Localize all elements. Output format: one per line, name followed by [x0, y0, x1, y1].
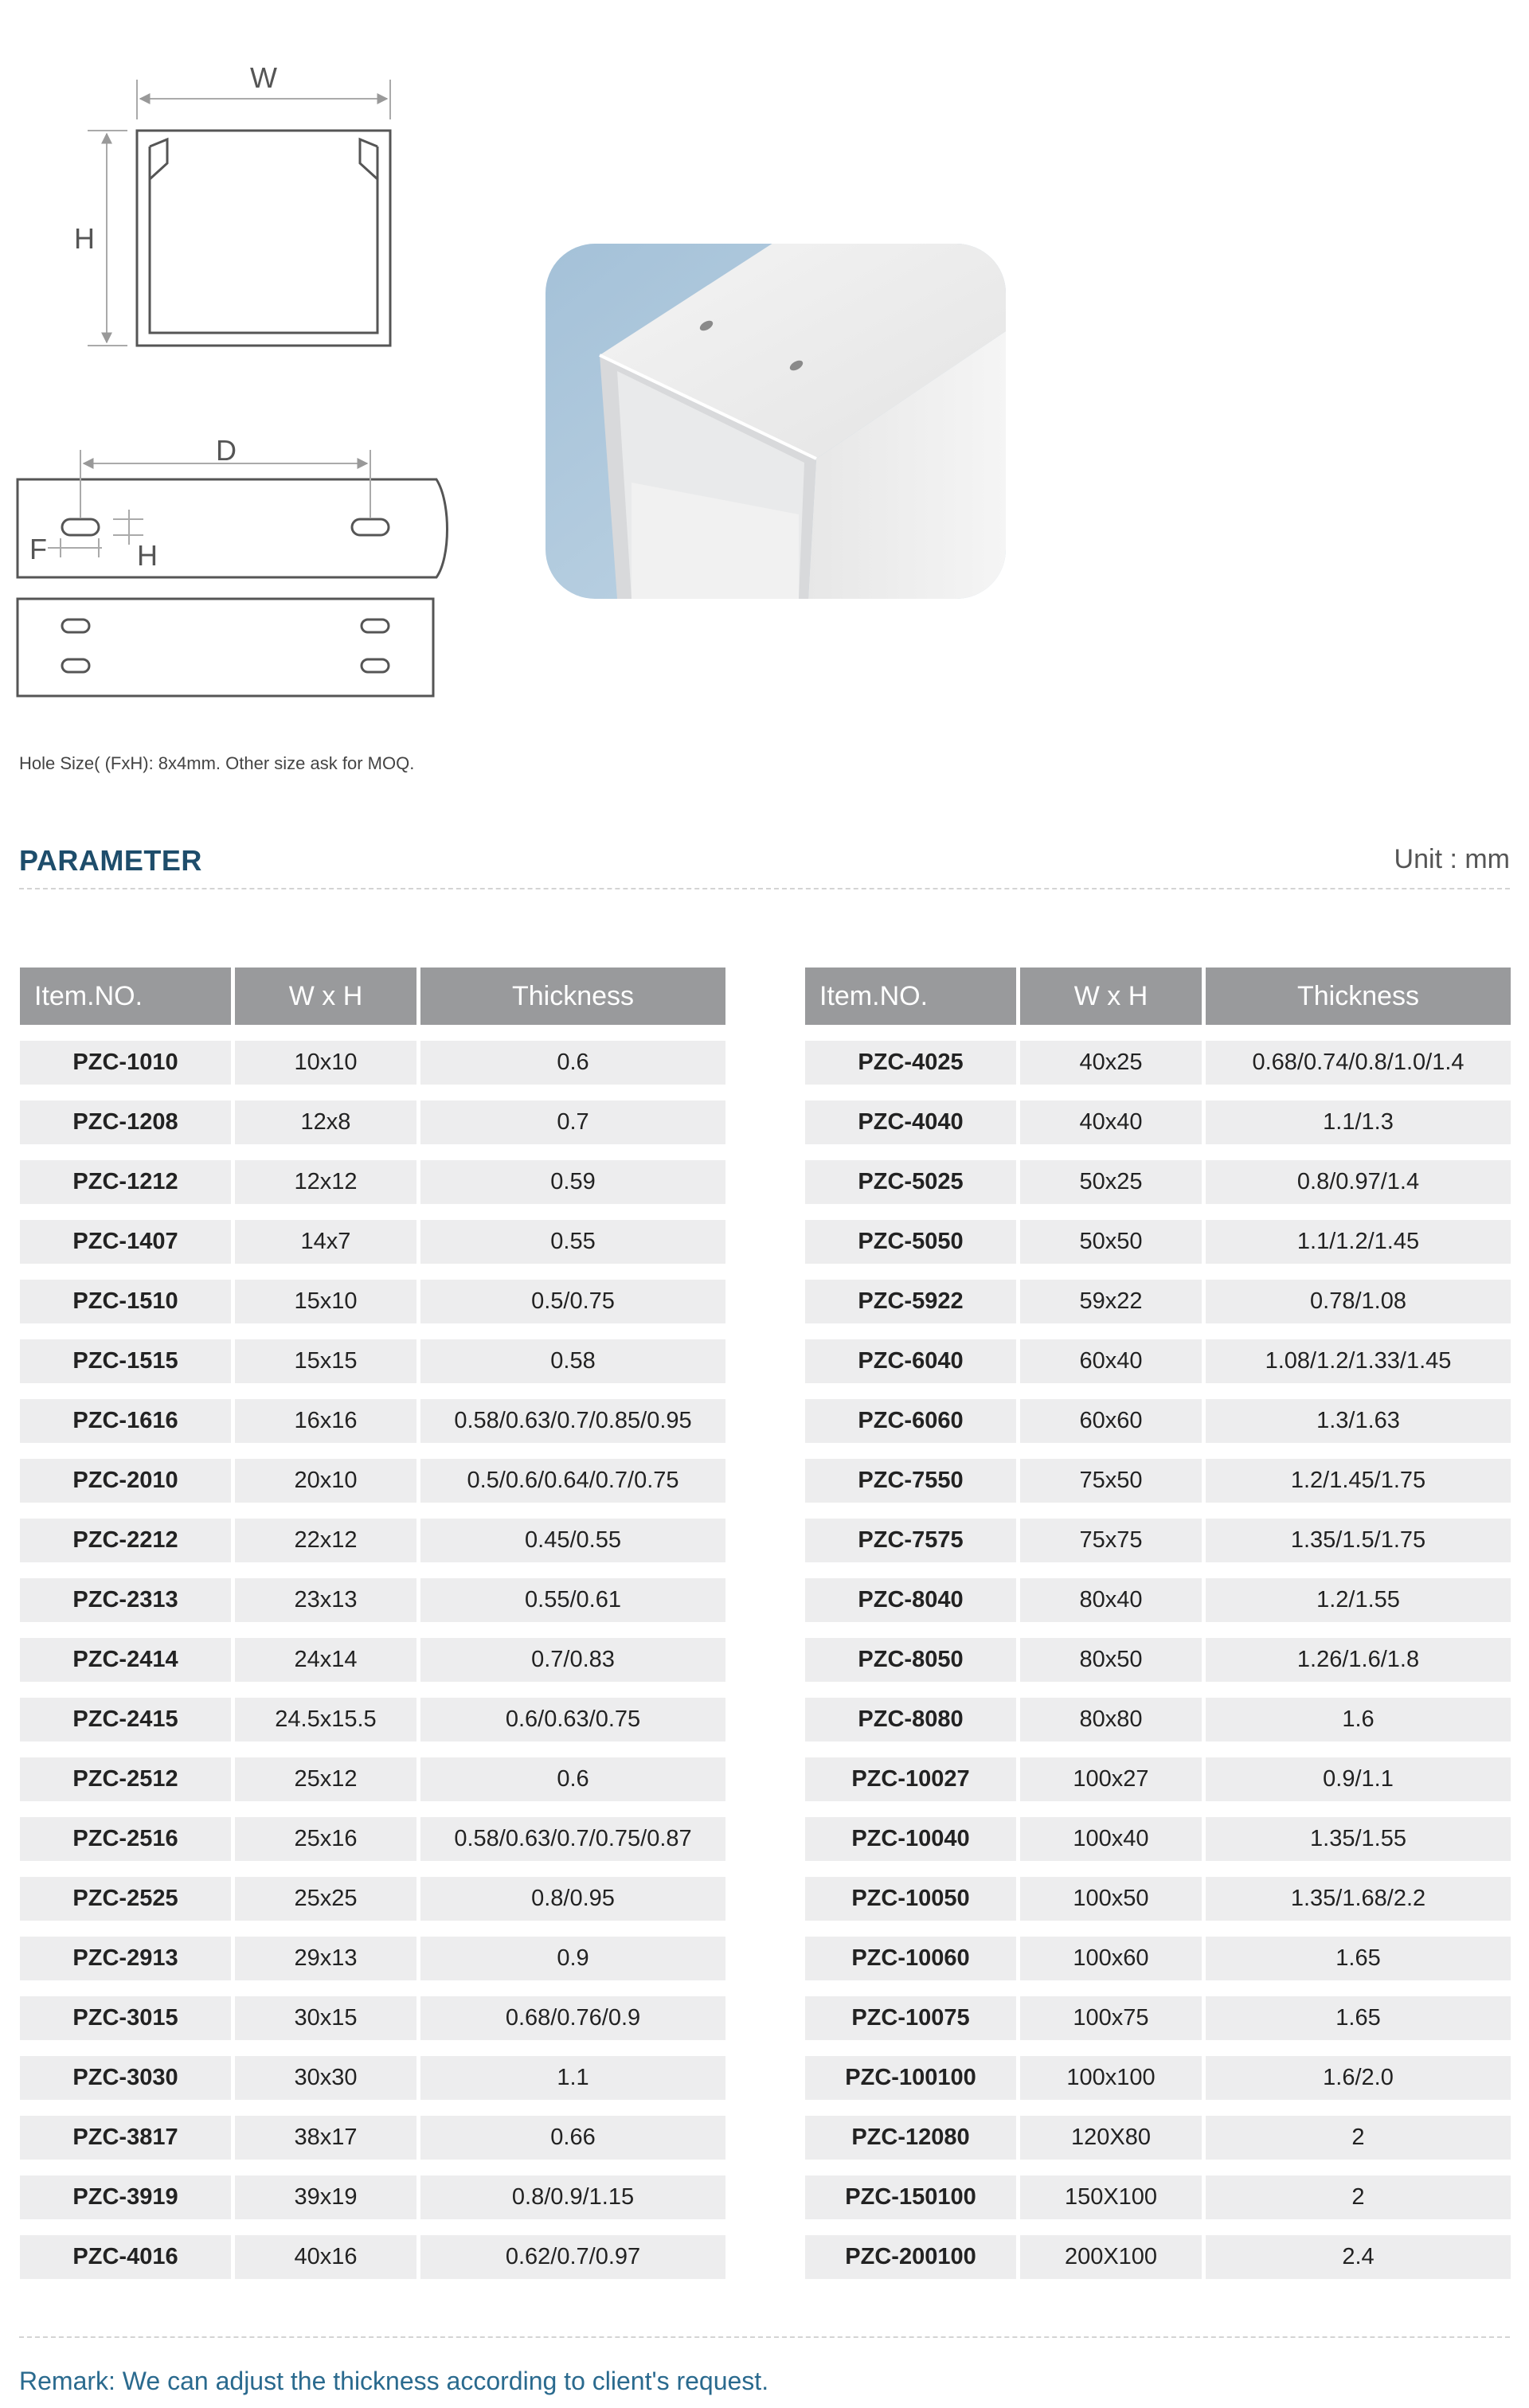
size-cell: 80x50	[1020, 1638, 1202, 1682]
table-row	[20, 1638, 725, 1682]
section-title: PARAMETER	[19, 844, 202, 877]
item-no-cell: PZC-5025	[805, 1160, 1016, 1204]
item-no-cell: PZC-5050	[805, 1220, 1016, 1264]
table-row	[20, 1698, 725, 1742]
thickness-cell: 1.3/1.63	[1206, 1399, 1511, 1443]
item-no-cell: PZC-3817	[20, 2116, 231, 2160]
table-row	[20, 1220, 725, 1264]
thickness-cell: 1.35/1.55	[1206, 1817, 1511, 1861]
item-no-cell: PZC-1616	[20, 1399, 231, 1443]
thickness-cell: 1.35/1.5/1.75	[1206, 1519, 1511, 1562]
size-cell: 24x14	[235, 1638, 416, 1682]
table-row	[20, 1399, 725, 1443]
size-cell: 150X100	[1020, 2175, 1202, 2219]
table-row	[20, 1996, 725, 2040]
table-row	[805, 1459, 1511, 1503]
table-row	[805, 1100, 1511, 1144]
item-no-cell: PZC-4040	[805, 1100, 1016, 1144]
size-cell: 15x15	[235, 1339, 416, 1383]
table-row	[20, 1937, 725, 1980]
thickness-cell: 0.55	[420, 1220, 725, 1264]
table-row	[805, 1160, 1511, 1204]
thickness-cell: 0.59	[420, 1160, 725, 1204]
header-item-no: Item.NO.	[20, 968, 231, 1025]
item-no-cell: PZC-8080	[805, 1698, 1016, 1742]
table-row	[20, 2235, 725, 2279]
item-no-cell: PZC-6040	[805, 1339, 1016, 1383]
size-cell: 120X80	[1020, 2116, 1202, 2160]
thickness-cell: 2	[1206, 2116, 1511, 2160]
header-wxh: W x H	[235, 968, 416, 1025]
item-no-cell: PZC-8040	[805, 1578, 1016, 1622]
thickness-cell: 0.58	[420, 1339, 725, 1383]
size-cell: 14x7	[235, 1220, 416, 1264]
table-row	[805, 1877, 1511, 1921]
size-cell: 60x40	[1020, 1339, 1202, 1383]
size-cell: 75x75	[1020, 1519, 1202, 1562]
thickness-cell: 1.1/1.3	[1206, 1100, 1511, 1144]
thickness-cell: 0.68/0.74/0.8/1.0/1.4	[1206, 1041, 1511, 1085]
item-no-cell: PZC-4016	[20, 2235, 231, 2279]
size-cell: 12x12	[235, 1160, 416, 1204]
size-cell: 30x15	[235, 1996, 416, 2040]
size-cell: 59x22	[1020, 1280, 1202, 1323]
thickness-cell: 1.26/1.6/1.8	[1206, 1638, 1511, 1682]
size-cell: 10x10	[235, 1041, 416, 1085]
table-row	[805, 1757, 1511, 1801]
table-row	[20, 1578, 725, 1622]
size-cell: 15x10	[235, 1280, 416, 1323]
thickness-cell: 0.8/0.97/1.4	[1206, 1160, 1511, 1204]
thickness-cell: 0.9/1.1	[1206, 1757, 1511, 1801]
size-cell: 100x100	[1020, 2056, 1202, 2100]
item-no-cell: PZC-8050	[805, 1638, 1016, 1682]
size-cell: 40x16	[235, 2235, 416, 2279]
size-cell: 100x27	[1020, 1757, 1202, 1801]
table-row	[20, 1817, 725, 1861]
item-no-cell: PZC-2212	[20, 1519, 231, 1562]
item-no-cell: PZC-2415	[20, 1698, 231, 1742]
table-row	[20, 1519, 725, 1562]
thickness-cell: 0.55/0.61	[420, 1578, 725, 1622]
item-no-cell: PZC-3015	[20, 1996, 231, 2040]
thickness-cell: 0.7	[420, 1100, 725, 1144]
thickness-cell: 2.4	[1206, 2235, 1511, 2279]
table-row	[20, 2116, 725, 2160]
size-cell: 50x50	[1020, 1220, 1202, 1264]
hole-height-label: H	[137, 539, 158, 572]
thickness-cell: 0.5/0.6/0.64/0.7/0.75	[420, 1459, 725, 1503]
thickness-cell: 1.65	[1206, 1996, 1511, 2040]
height-label: H	[74, 222, 95, 255]
table-row	[805, 1578, 1511, 1622]
thickness-cell: 0.66	[420, 2116, 725, 2160]
product-photo	[546, 244, 1006, 599]
item-no-cell: PZC-6060	[805, 1399, 1016, 1443]
header-thickness: Thickness	[420, 968, 725, 1025]
thickness-cell: 0.58/0.63/0.7/0.85/0.95	[420, 1399, 725, 1443]
table-row	[805, 1339, 1511, 1383]
item-no-cell: PZC-10050	[805, 1877, 1016, 1921]
table-row	[20, 2056, 725, 2100]
item-no-cell: PZC-3919	[20, 2175, 231, 2219]
table-row	[20, 1339, 725, 1383]
item-no-cell: PZC-10040	[805, 1817, 1016, 1861]
width-label: W	[250, 61, 277, 94]
table-row	[805, 2056, 1511, 2100]
item-no-cell: PZC-7575	[805, 1519, 1016, 1562]
item-no-cell: PZC-4025	[805, 1041, 1016, 1085]
thickness-cell: 2	[1206, 2175, 1511, 2219]
header-item-no: Item.NO.	[805, 968, 1016, 1025]
item-no-cell: PZC-1212	[20, 1160, 231, 1204]
item-no-cell: PZC-7550	[805, 1459, 1016, 1503]
table-row	[20, 1757, 725, 1801]
table-row	[805, 1638, 1511, 1682]
thickness-cell: 0.45/0.55	[420, 1519, 725, 1562]
header-wxh: W x H	[1020, 968, 1202, 1025]
thickness-cell: 0.6	[420, 1041, 725, 1085]
size-cell: 100x60	[1020, 1937, 1202, 1980]
thickness-cell: 0.5/0.75	[420, 1280, 725, 1323]
bottom-view-drawing	[18, 599, 433, 696]
table-row	[805, 2116, 1511, 2160]
table-row	[805, 2175, 1511, 2219]
thickness-cell: 1.2/1.45/1.75	[1206, 1459, 1511, 1503]
size-cell: 25x25	[235, 1877, 416, 1921]
size-cell: 29x13	[235, 1937, 416, 1980]
size-cell: 20x10	[235, 1459, 416, 1503]
item-no-cell: PZC-1208	[20, 1100, 231, 1144]
thickness-cell: 1.65	[1206, 1937, 1511, 1980]
thickness-cell: 0.6/0.63/0.75	[420, 1698, 725, 1742]
hole-size-note: Hole Size( (FxH): 8x4mm. Other size ask for MOQ.	[19, 753, 415, 773]
item-no-cell: PZC-2516	[20, 1817, 231, 1861]
item-no-cell: PZC-2512	[20, 1757, 231, 1801]
table-row	[20, 2175, 725, 2219]
size-cell: 25x16	[235, 1817, 416, 1861]
thickness-cell: 1.1/1.2/1.45	[1206, 1220, 1511, 1264]
table-row	[805, 1996, 1511, 2040]
table-header-row	[20, 968, 725, 1025]
size-cell: 16x16	[235, 1399, 416, 1443]
size-cell: 39x19	[235, 2175, 416, 2219]
table-row	[805, 1280, 1511, 1323]
size-cell: 50x25	[1020, 1160, 1202, 1204]
table-row	[805, 1519, 1511, 1562]
thickness-cell: 1.6	[1206, 1698, 1511, 1742]
unit-label: Unit : mm	[1394, 844, 1510, 874]
item-no-cell: PZC-100100	[805, 2056, 1016, 2100]
table-row	[20, 1459, 725, 1503]
thickness-cell: 0.6	[420, 1757, 725, 1801]
item-no-cell: PZC-10027	[805, 1757, 1016, 1801]
thickness-cell: 0.58/0.63/0.7/0.75/0.87	[420, 1817, 725, 1861]
item-no-cell: PZC-3030	[20, 2056, 231, 2100]
divider	[19, 888, 1510, 889]
thickness-cell: 0.8/0.9/1.15	[420, 2175, 725, 2219]
item-no-cell: PZC-5922	[805, 1280, 1016, 1323]
thickness-cell: 1.2/1.55	[1206, 1578, 1511, 1622]
thickness-cell: 0.9	[420, 1937, 725, 1980]
size-cell: 75x50	[1020, 1459, 1202, 1503]
item-no-cell: PZC-200100	[805, 2235, 1016, 2279]
hole-distance-label: D	[216, 434, 237, 467]
remark-text: Remark: We can adjust the thickness according to client's request.	[19, 2367, 769, 2395]
cross-section-drawing	[137, 131, 390, 346]
thickness-cell: 1.6/2.0	[1206, 2056, 1511, 2100]
table-header-row	[805, 968, 1511, 1025]
size-cell: 100x75	[1020, 1996, 1202, 2040]
table-row	[805, 1220, 1511, 1264]
size-cell: 80x40	[1020, 1578, 1202, 1622]
item-no-cell: PZC-2525	[20, 1877, 231, 1921]
size-cell: 80x80	[1020, 1698, 1202, 1742]
table-body-left	[20, 1041, 725, 2279]
table-row	[805, 1937, 1511, 1980]
thickness-cell: 0.8/0.95	[420, 1877, 725, 1921]
table-row	[805, 2235, 1511, 2279]
item-no-cell: PZC-2010	[20, 1459, 231, 1503]
item-no-cell: PZC-1510	[20, 1280, 231, 1323]
size-cell: 60x60	[1020, 1399, 1202, 1443]
parameter-table-right	[801, 952, 1515, 2295]
item-no-cell: PZC-2913	[20, 1937, 231, 1980]
table-row	[20, 1041, 725, 1085]
item-no-cell: PZC-2414	[20, 1638, 231, 1682]
header-thickness: Thickness	[1206, 968, 1511, 1025]
side-view-drawing	[18, 479, 448, 577]
thickness-cell: 1.35/1.68/2.2	[1206, 1877, 1511, 1921]
size-cell: 200X100	[1020, 2235, 1202, 2279]
divider	[19, 2336, 1510, 2338]
thickness-cell: 0.7/0.83	[420, 1638, 725, 1682]
item-no-cell: PZC-1407	[20, 1220, 231, 1264]
size-cell: 30x30	[235, 2056, 416, 2100]
size-cell: 22x12	[235, 1519, 416, 1562]
size-cell: 100x40	[1020, 1817, 1202, 1861]
thickness-cell: 0.62/0.7/0.97	[420, 2235, 725, 2279]
table-row	[805, 1399, 1511, 1443]
table-body-right	[805, 1041, 1511, 2279]
item-no-cell: PZC-1515	[20, 1339, 231, 1383]
thickness-cell: 1.08/1.2/1.33/1.45	[1206, 1339, 1511, 1383]
item-no-cell: PZC-150100	[805, 2175, 1016, 2219]
item-no-cell: PZC-10060	[805, 1937, 1016, 1980]
table-row	[20, 1877, 725, 1921]
item-no-cell: PZC-12080	[805, 2116, 1016, 2160]
size-cell: 40x40	[1020, 1100, 1202, 1144]
table-row	[805, 1041, 1511, 1085]
size-cell: 12x8	[235, 1100, 416, 1144]
table-row	[20, 1160, 725, 1204]
size-cell: 100x50	[1020, 1877, 1202, 1921]
hole-length-label: F	[29, 533, 47, 565]
size-cell: 24.5x15.5	[235, 1698, 416, 1742]
size-cell: 40x25	[1020, 1041, 1202, 1085]
thickness-cell: 0.68/0.76/0.9	[420, 1996, 725, 2040]
table-row	[805, 1698, 1511, 1742]
thickness-cell: 0.78/1.08	[1206, 1280, 1511, 1323]
table-row	[20, 1280, 725, 1323]
item-no-cell: PZC-2313	[20, 1578, 231, 1622]
parameter-table-left	[16, 952, 729, 2295]
table-row	[20, 1100, 725, 1144]
size-cell: 25x12	[235, 1757, 416, 1801]
size-cell: 38x17	[235, 2116, 416, 2160]
item-no-cell: PZC-10075	[805, 1996, 1016, 2040]
size-cell: 23x13	[235, 1578, 416, 1622]
item-no-cell: PZC-1010	[20, 1041, 231, 1085]
table-row	[805, 1817, 1511, 1861]
thickness-cell: 1.1	[420, 2056, 725, 2100]
